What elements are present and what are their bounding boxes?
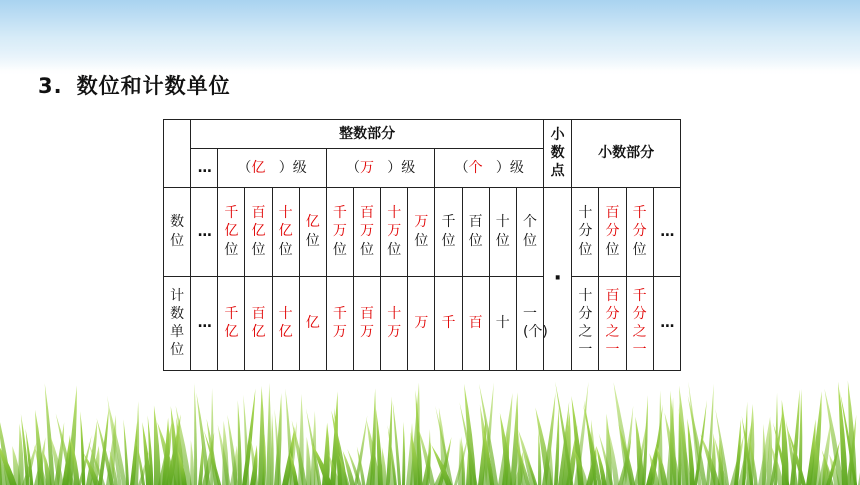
place-value-table	[163, 119, 681, 371]
ellipsis-cell: …	[653, 188, 680, 277]
digit-place-cell: 十位	[489, 188, 516, 277]
row-label-digit-place: 数位	[164, 188, 191, 277]
digit-place-cell: 十分 位	[572, 188, 599, 277]
section-number: 3.	[38, 74, 63, 98]
counting-unit-cell: 百分之一	[599, 277, 626, 371]
digit-place-cell: 千万 位	[326, 188, 353, 277]
digit-place-cell: 百亿 位	[245, 188, 272, 277]
section-heading: 数位和计数单位	[76, 74, 231, 98]
digit-place-cell: 百位	[462, 188, 489, 277]
digit-place-cell: 亿 位	[299, 188, 326, 277]
counting-unit-cell: 百亿	[245, 277, 272, 371]
decimal-part-header: 小数部分	[572, 120, 681, 188]
sky-background	[0, 0, 860, 70]
counting-unit-cell: 千万	[326, 277, 353, 371]
counting-unit-cell: 千亿	[218, 277, 245, 371]
grade-ge: （个 ）级	[435, 149, 544, 188]
corner-cell	[164, 120, 191, 188]
decimal-point-header: 小数点	[544, 120, 572, 188]
counting-unit-cell: 千分之一	[626, 277, 653, 371]
counting-unit-cell: 亿	[299, 277, 326, 371]
counting-unit-cell: 十亿	[272, 277, 299, 371]
digit-place-cell: 万 位	[408, 188, 435, 277]
ellipsis-cell: …	[191, 188, 218, 277]
row-label-counting-unit: 计数单位	[164, 277, 191, 371]
counting-unit-cell: 百	[462, 277, 489, 371]
decimal-point-mark: ·	[544, 188, 572, 371]
grade-wan: （万 ）级	[326, 149, 435, 188]
digit-place-cell: 千分 位	[626, 188, 653, 277]
digit-place-cell: 个位	[516, 188, 543, 277]
digit-place-cell: 百万 位	[353, 188, 380, 277]
ellipsis-cell: …	[191, 277, 218, 371]
ellipsis-cell: …	[191, 149, 218, 188]
counting-unit-cell: 百万	[353, 277, 380, 371]
counting-unit-cell: 十分之一	[572, 277, 599, 371]
counting-unit-cell: 十	[489, 277, 516, 371]
digit-place-cell: 千亿 位	[218, 188, 245, 277]
counting-unit-cell: 万	[408, 277, 435, 371]
section-title	[38, 70, 231, 100]
digit-place-cell: 千位	[435, 188, 462, 277]
integer-part-header: 整数部分	[191, 120, 544, 149]
ellipsis-cell: …	[653, 277, 680, 371]
digit-place-cell: 十亿 位	[272, 188, 299, 277]
digit-place-cell: 百分 位	[599, 188, 626, 277]
counting-unit-cell: 千	[435, 277, 462, 371]
counting-unit-cell: 一(个)	[516, 277, 543, 371]
grade-yi: （亿 ）级	[218, 149, 327, 188]
counting-unit-cell: 十万	[381, 277, 408, 371]
digit-place-cell: 十万 位	[381, 188, 408, 277]
